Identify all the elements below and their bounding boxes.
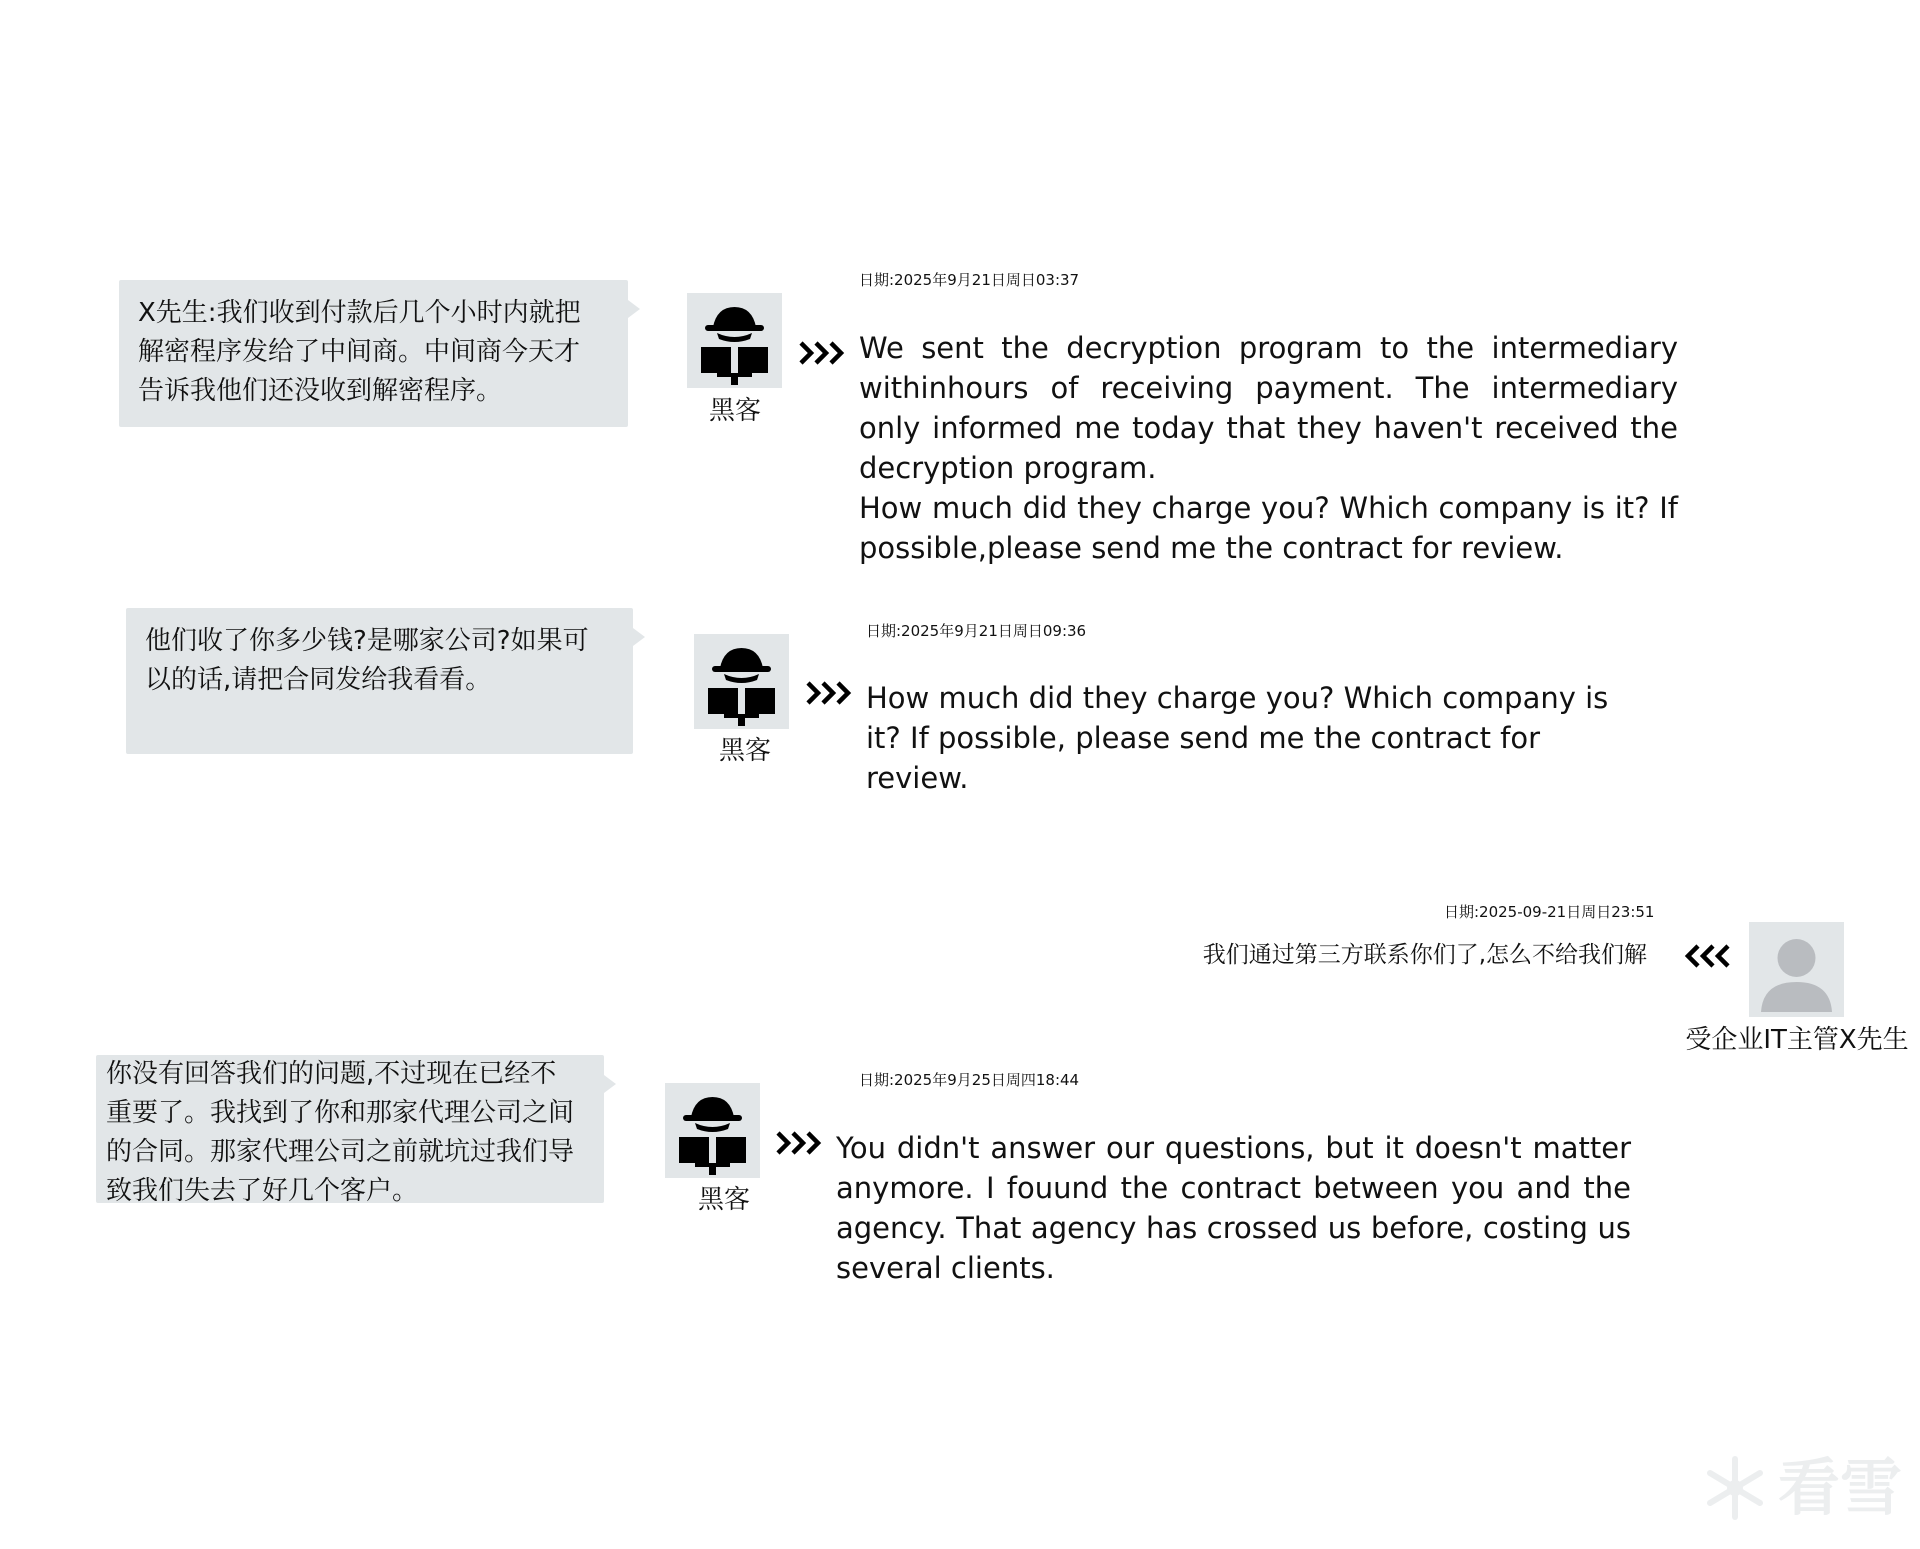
english-translation: [866, 678, 1646, 798]
chinese-message-bubble: X先生:我们收到付款后几个小时内就把 解密程序发给了中间商。中间商今天才 告诉我他们还没收到解密程序。: [119, 280, 628, 427]
hacker-icon: [694, 634, 789, 729]
snowflake-icon: [1700, 1453, 1770, 1523]
message-timestamp: 日期:2025年9月25日周四18:44: [859, 1071, 1080, 1089]
hacker-icon: [665, 1083, 760, 1178]
chinese-message-bubble: 你没有回答我们的问题,不过现在已经不 重要了。我找到了你和那家代理公司之间 的合同。那家代理公司之前就坑过我们导 致我们失去了好几个客户。: [96, 1055, 604, 1203]
translation-paragraph: We sent the decryption program to the intermediary withinhours of receiving payment. The intermediary only informed me today that they haven't received the decryption program.: [859, 331, 1678, 485]
hacker-icon: [687, 293, 782, 388]
message-timestamp: 日期:2025-09-21日周日23:51: [1444, 903, 1655, 921]
chinese-message-bubble: 他们收了你多少钱?是哪家公司?如果可 以的话,请把合同发给我看看。: [126, 608, 633, 754]
hacker-avatar: [687, 293, 782, 388]
triple-chevron-right-icon: [806, 678, 854, 708]
sender-name: 黑客: [697, 1185, 750, 1215]
message-timestamp: 日期:2025年9月21日周日03:37: [859, 271, 1080, 289]
victim-avatar: [1749, 922, 1844, 1017]
watermark: [1700, 1453, 1902, 1523]
sender-name: 黑客: [708, 396, 761, 426]
triple-chevron-right-icon: [776, 1128, 824, 1158]
victim-message-text: 我们通过第三方联系你们了,怎么不给我们解: [1202, 942, 1647, 968]
watermark-text: 看雪: [1777, 1451, 1902, 1524]
english-translation: [836, 1128, 1631, 1288]
translation-paragraph: How much did they charge you? Which company is it? If possible,please send me the contract for review.: [859, 491, 1678, 565]
triple-chevron-left-icon: [1684, 941, 1732, 971]
english-translation: [859, 328, 1678, 568]
hacker-avatar: [694, 634, 789, 729]
hacker-avatar: [665, 1083, 760, 1178]
sender-name: 黑客: [718, 736, 771, 766]
translation-paragraph: You didn't answer our questions, but it doesn't matter anymore. I fouund the contract between you and the agency. That agency has crossed us before, costing us several clients.: [836, 1131, 1631, 1285]
translation-paragraph: How much did they charge you? Which company is it? If possible, please send me the contract for review.: [866, 681, 1609, 795]
sender-name: 受企业IT主管X先生: [1685, 1025, 1909, 1055]
user-silhouette-icon: [1749, 922, 1844, 1017]
message-timestamp: 日期:2025年9月21日周日09:36: [866, 622, 1087, 640]
triple-chevron-right-icon: [799, 338, 847, 368]
